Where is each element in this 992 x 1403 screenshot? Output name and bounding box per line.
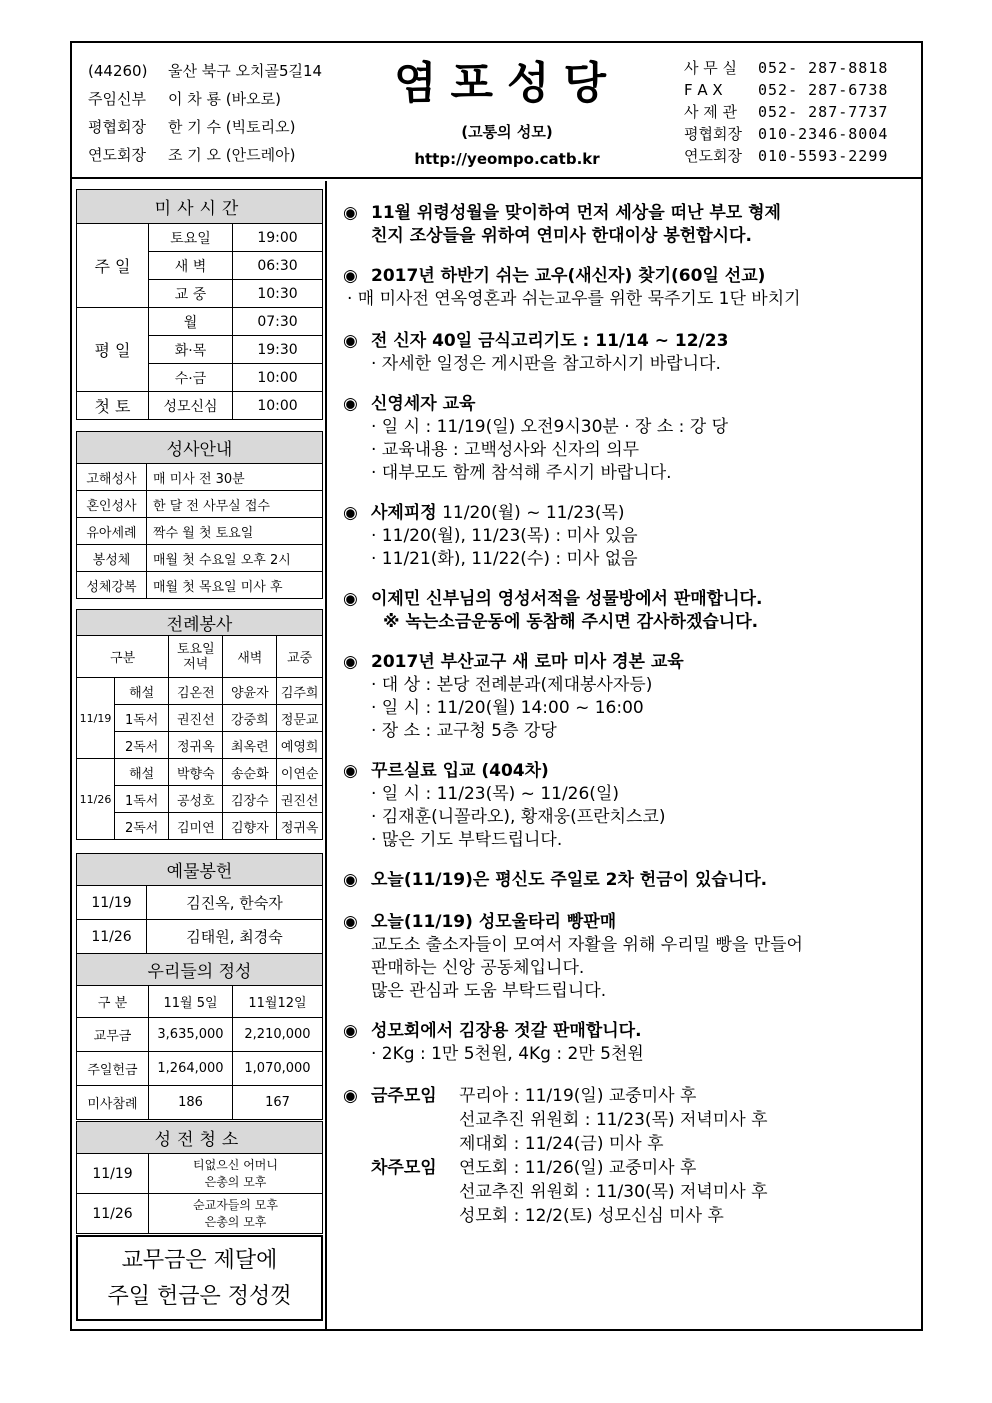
bullet-icon: ◉: [343, 394, 358, 414]
contributions-title: 우리들의 정성: [77, 954, 323, 986]
announcement-5: ◉ 사제피정 11/20(월) ~ 11/23(목) · 11/20(월), 11/23(목) : 미사 있음 · 11/21(화), 11/22(수) : 미사 없음: [343, 503, 638, 569]
announcement-1: ◉ 11월 위령성월을 맞이하여 먼저 세상을 떠난 부모 형제 친지 조상들을 위하여 연미사 한대이상 봉헌합시다.: [343, 203, 781, 246]
liturgy-title: 전례봉사: [77, 610, 323, 636]
contact-fax: F A X 052- 287-6738: [684, 81, 889, 99]
offerings-table: 예물봉헌 11/19 김진옥, 한숙자 11/26 김태원, 최경숙: [76, 853, 323, 954]
announcement-meetings: ◉ 금주모임 꾸리아 : 11/19(일) 교중미사 후 선교추진 위원회 : 11/23(목) 저녁미사 후 제대회 : 11/24(금) 미사 후 차주모임 연도회 : 11/26(일) 교중미사 후 선교추진 위원회 : 11/30(목) 저녁미사 후 성모회 : 12/2(토) 성모신심 미사 후: [343, 1086, 768, 1226]
bullet-icon: ◉: [343, 652, 358, 672]
address: 울산 북구 오치골5길14: [168, 62, 323, 80]
announcement-4: ◉ 신영세자 교육 · 일 시 : 11/19(일) 오전9시30분 · 장 소 : 강 당 · 교육내용 : 고백성사와 신자의 의무 · 대부모도 함께 참석해 주시기 바랍니다.: [343, 394, 729, 483]
liturgy-table: 전례봉사 구분 토요일 저녁 새벽 교중 11/19 해설 김온전 양윤자 김주희 1독서 권진선 강중희 정문교 2독서 정귀옥 최옥련 예영희 11/26 해설 박향숙 송순화 이연순 1독서 공성호 김장수 권진선 2독서 김미연 김향자 정귀옥: [76, 609, 323, 840]
offerings-title: 예물봉헌: [77, 854, 323, 886]
bulletin-header: [72, 43, 921, 179]
contact-office: 사 무 실 052- 287-8818: [684, 59, 889, 77]
contact-rectory: 사 제 관 052- 287-7737: [684, 103, 889, 121]
council-president-name: 한 기 수 (빅토리오): [168, 118, 296, 136]
bulletin-page: [70, 41, 923, 1331]
this-week-meetings-label: 금주모임: [371, 1086, 437, 1106]
sacraments-box: [76, 431, 323, 599]
mass-times-box: [76, 189, 323, 420]
sacraments-table: 성사안내 고해성사 매 미사 전 30분 혼인성사 한 달 전 사무실 접수 유아세례 짝수 월 첫 토요일 봉성체 매월 첫 수요일 오후 2시 성체강복 매월 첫 목요일 미사 후: [76, 431, 323, 599]
cleaning-table: 성전청소 11/19 티없으신 어머니 은총의 모후 11/26 순교자들의 모후 은총의 모후: [76, 1121, 323, 1234]
mass-times-table: 미사시간 주 일 토요일 19:00 새 벽 06:30 교 중 10:30 평 일 월 07:30 화·목 19:30 수·금 10:00 첫 토 성모신심 10:00: [76, 189, 323, 420]
contact-info: [684, 57, 920, 167]
liturgy-date-2: 11/26: [77, 759, 115, 840]
masthead: [382, 53, 632, 168]
bullet-icon: ◉: [343, 266, 358, 286]
offering-notice: 교무금은 제달에 주일 헌금은 정성껏: [76, 1235, 323, 1321]
bullet-icon: ◉: [343, 761, 358, 781]
contact-yeondo: 연도회장 010-5593-2299: [684, 147, 889, 165]
council-president-row: [88, 113, 388, 141]
church-url: http://yeompo.catb.kr: [414, 150, 600, 168]
cleaning-title: 성전청소: [77, 1122, 323, 1154]
church-patron: (고통의 성모): [461, 123, 553, 141]
next-week-meetings-label: 차주모임: [371, 1158, 437, 1178]
bullet-icon: ◉: [343, 331, 358, 351]
sidebar: [72, 181, 327, 1331]
postal-code: (44260): [88, 62, 148, 80]
bullet-icon: ◉: [343, 1021, 358, 1041]
announcement-7: ◉ 2017년 부산교구 새 로마 미사 경본 교육 · 대 상 : 본당 전례분과(제대봉사자등) · 일 시 : 11/20(월) 14:00 ~ 16:00 · 장 소 : 교구청 5층 강당: [343, 652, 684, 741]
yeondo-president-row: [88, 141, 388, 169]
first-saturday-label: 첫 토: [77, 392, 149, 420]
mass-times-title: 미사시간: [77, 190, 323, 224]
address-row: [88, 57, 388, 85]
yeondo-president-name: 조 기 오 (안드레아): [168, 146, 296, 164]
council-president-label: 평협회장: [88, 118, 146, 136]
announcement-6: ◉ 이제민 신부님의 영성서적을 성물방에서 판매합니다. ※ 녹는소금운동에 동참해 주시면 감사하겠습니다.: [343, 589, 763, 632]
yeondo-president-label: 연도회장: [88, 146, 146, 164]
cleaning-box: [76, 1121, 323, 1234]
announcement-9: ◉ 오늘(11/19)은 평신도 주일로 2차 헌금이 있습니다.: [343, 870, 768, 890]
parish-info: [88, 57, 388, 169]
contact-council: 평협회장 010-2346-8004: [684, 125, 889, 143]
announcement-2: ◉ 2017년 하반기 쉬는 교우(새신자) 찾기(60일 선교) · 매 미사전 연옥영혼과 쉬는교우를 위한 묵주기도 1단 바치기: [343, 266, 801, 309]
sacraments-title: 성사안내: [77, 432, 323, 464]
weekday-label: 평 일: [77, 308, 149, 392]
bullet-icon: ◉: [343, 589, 358, 609]
bullet-icon: ◉: [343, 912, 358, 932]
pastor-row: [88, 85, 388, 113]
bullet-icon: ◉: [343, 870, 358, 890]
bullet-icon: ◉: [343, 1086, 358, 1106]
bullet-icon: ◉: [343, 503, 358, 523]
announcements: [329, 181, 921, 1331]
announcement-10: ◉ 오늘(11/19) 성모울타리 빵판매 교도소 출소자들이 모여서 자활을 위해 우리밀 빵을 만들어 판매하는 신앙 공동체입니다. 많은 관심과 도움 부탁드립니다.: [343, 912, 803, 1001]
pastor-name: 이 차 룡 (바오로): [168, 90, 281, 108]
liturgy-box: [76, 609, 323, 840]
pastor-label: 주임신부: [88, 90, 146, 108]
contributions-box: [76, 953, 323, 1120]
offerings-box: [76, 853, 323, 954]
sunday-label: 주 일: [77, 224, 149, 308]
contributions-table: 우리들의 정성 구 분 11월 5일 11월12일 교무금 3,635,000 2,210,000 주일헌금 1,264,000 1,070,000 미사참례 186 167: [76, 953, 323, 1120]
liturgy-date-1: 11/19: [77, 678, 115, 759]
announcement-3: ◉ 전 신자 40일 금식고리기도 : 11/14 ~ 12/23 · 자세한 일정은 게시판을 참고하시기 바랍니다.: [343, 331, 729, 374]
bullet-icon: ◉: [343, 203, 358, 223]
announcement-11: ◉ 성모회에서 김장용 젓갈 판매합니다. · 2Kg : 1만 5천원, 4Kg : 2만 5천원: [343, 1021, 644, 1064]
announcement-8: ◉ 꾸르실료 입교 (404차) · 일 시 : 11/23(목) ~ 11/26(일) · 김재훈(니꼴라오), 황재웅(프란치스코) · 많은 기도 부탁드립니다.: [343, 761, 666, 850]
church-name: 염포성당: [393, 58, 620, 109]
